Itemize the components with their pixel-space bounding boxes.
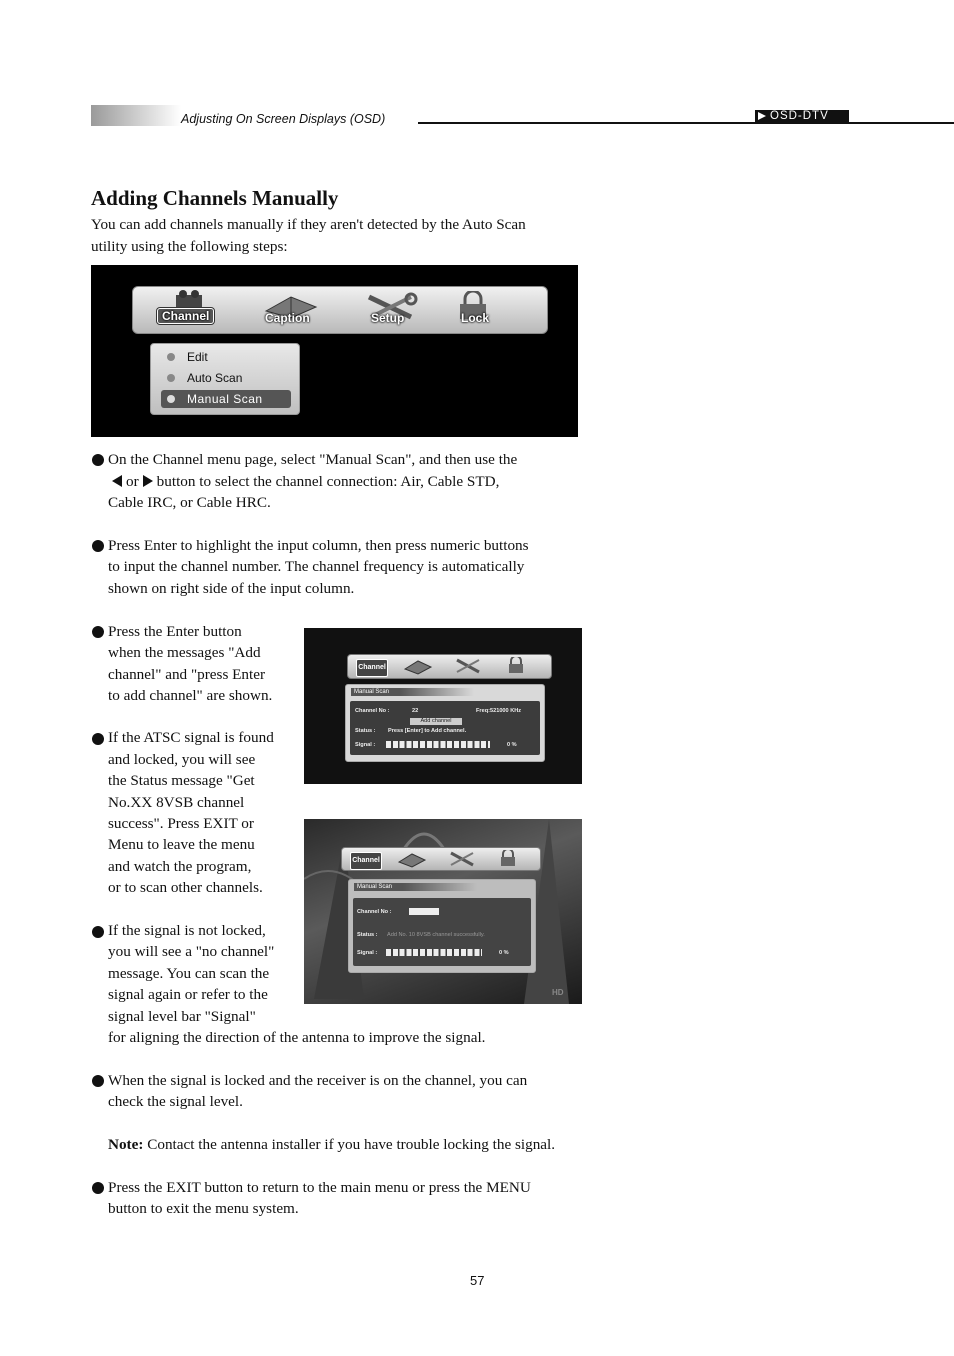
signal-label: Signal : <box>355 742 376 748</box>
panel-title: Manual Scan <box>354 883 477 891</box>
step5-line3: message. You can scan the <box>108 965 270 982</box>
submenu-item-label: Auto Scan <box>187 371 243 385</box>
manual-scan-success-screenshot <box>304 819 582 1004</box>
channel-no-label: Channel No : <box>357 909 392 915</box>
osd-tab-caption: Caption <box>265 311 310 325</box>
or-text: or <box>126 473 139 490</box>
bullet-icon <box>92 926 104 938</box>
signal-level-bar <box>386 949 482 956</box>
padlock-icon <box>503 657 533 675</box>
bullet-icon <box>92 454 104 466</box>
osd-tab-setup: Setup <box>371 311 405 325</box>
book-icon <box>397 850 427 868</box>
note <box>108 1134 555 1156</box>
step4-line3: the Status message "Get <box>108 772 255 789</box>
bullet-icon <box>92 1182 104 1194</box>
intro-line-2: utility using the following steps: <box>91 238 288 255</box>
status-label: Status : <box>355 728 376 734</box>
step4-line2: and locked, you will see <box>108 751 256 768</box>
note-label: Note: <box>108 1136 144 1153</box>
osd-tab-channel: Channel <box>350 852 382 870</box>
step2-line2: to input the channel number. The channel frequency is automatically <box>108 558 525 575</box>
section-tag <box>755 110 849 123</box>
step3-line4: to add channel" are shown. <box>108 687 273 704</box>
manual-scan-add-channel-screenshot <box>304 628 582 784</box>
step5-line2: you will see a "no channel" <box>108 943 275 960</box>
step2-line3: shown on right side of the input column. <box>108 580 355 597</box>
frequency-readout: Freq:521000 KHz <box>476 708 522 714</box>
step2-line1: Press Enter to highlight the input column, then press numeric buttons <box>108 537 529 554</box>
step1-line2-text: button to select the channel connection: Air, Cable STD, <box>156 473 500 490</box>
channel-input-field <box>409 908 439 915</box>
submenu-item-auto-scan <box>161 369 291 387</box>
submenu-item-edit <box>161 348 291 366</box>
signal-value: 0 % <box>507 742 517 748</box>
submenu-item-manual-scan <box>161 390 291 408</box>
step5-line4: signal again or refer to the <box>108 986 268 1003</box>
osd-channel-submenu <box>150 343 300 415</box>
header-rule <box>418 122 954 124</box>
channel-no-value: 22 <box>412 708 419 714</box>
bullet-icon <box>167 395 175 403</box>
channel-no-label: Channel No : <box>355 708 390 714</box>
panel-body <box>350 701 540 755</box>
note-text: Contact the antenna installer if you have trouble locking the signal. <box>143 1136 556 1153</box>
step3-line1: Press the Enter button <box>108 623 242 640</box>
status-label: Status : <box>357 932 378 938</box>
step1-line1: On the Channel menu page, select "Manual Scan", and then use the <box>108 451 518 468</box>
osd-tab-lock: Lock <box>461 311 490 325</box>
bullet-icon <box>167 374 175 382</box>
padlock-icon <box>495 850 525 868</box>
intro-line-1: You can add channels manually if they aren't detected by the Auto Scan <box>91 216 526 233</box>
osd-tab-channel: Channel <box>356 659 388 677</box>
signal-value: 0 % <box>499 950 509 956</box>
status-text: Add No. 10 8VSB channel successfully. <box>387 932 485 938</box>
bullet-icon <box>92 626 104 638</box>
step5-line6: for aligning the direction of the antenna to improve the signal. <box>108 1029 486 1046</box>
bullet-icon <box>92 1075 104 1087</box>
signal-label: Signal : <box>357 950 378 956</box>
left-arrow-icon <box>112 475 122 487</box>
section-tag-label: OSD-DTV <box>770 110 829 122</box>
osd-menubar <box>132 286 548 334</box>
hd-corner-logo: HD <box>552 988 564 997</box>
step5-line5: signal level bar "Signal" <box>108 1008 256 1025</box>
osd-menubar <box>341 847 541 871</box>
bullet-icon <box>92 733 104 745</box>
step1-line2 <box>108 471 499 493</box>
submenu-item-label: Edit <box>187 350 208 364</box>
osd-tab-channel: Channel <box>157 308 214 324</box>
bullet-icon <box>92 540 104 552</box>
osd-channel-menu-screenshot <box>91 265 578 437</box>
step3-line2: when the messages "Add <box>108 644 261 661</box>
manual-scan-panel <box>345 684 545 762</box>
page-number: 57 <box>470 1273 485 1288</box>
bullet-icon <box>167 353 175 361</box>
step4-line5: success". Press EXIT or <box>108 815 254 832</box>
step6-line1: When the signal is locked and the receiver is on the channel, you can <box>108 1072 528 1089</box>
signal-level-bar <box>386 741 490 748</box>
tools-icon <box>453 657 483 675</box>
section-title: Adjusting On Screen Displays (OSD) <box>181 112 386 126</box>
step4-line7: and watch the program, <box>108 858 252 875</box>
play-arrow-icon <box>758 112 766 120</box>
page-title: Adding Channels Manually <box>91 186 339 210</box>
status-text: Press [Enter] to Add channel. <box>388 728 467 734</box>
right-arrow-icon <box>143 475 153 487</box>
step4-line4: No.XX 8VSB channel <box>108 794 245 811</box>
step7-line2: button to exit the menu system. <box>108 1200 299 1217</box>
step3-line3: channel" and "press Enter <box>108 666 266 683</box>
step5-line1: If the signal is not locked, <box>108 922 266 939</box>
step4-line1: If the ATSC signal is found <box>108 729 274 746</box>
submenu-item-label: Manual Scan <box>187 392 263 406</box>
header-gradient-bar <box>91 105 181 126</box>
panel-body <box>353 898 531 966</box>
step6-line2: check the signal level. <box>108 1093 243 1110</box>
tools-icon <box>447 850 477 868</box>
step4-line6: Menu to leave the menu <box>108 836 255 853</box>
book-icon <box>403 657 433 675</box>
step1-line3: Cable IRC, or Cable HRC. <box>108 494 271 511</box>
manual-scan-panel <box>348 879 536 973</box>
panel-title: Manual Scan <box>351 688 474 696</box>
step7-line1: Press the EXIT button to return to the main menu or press the MENU <box>108 1179 531 1196</box>
step4-line8: or to scan other channels. <box>108 879 263 896</box>
osd-menubar <box>347 654 552 679</box>
add-channel-message: Add channel <box>410 718 462 725</box>
